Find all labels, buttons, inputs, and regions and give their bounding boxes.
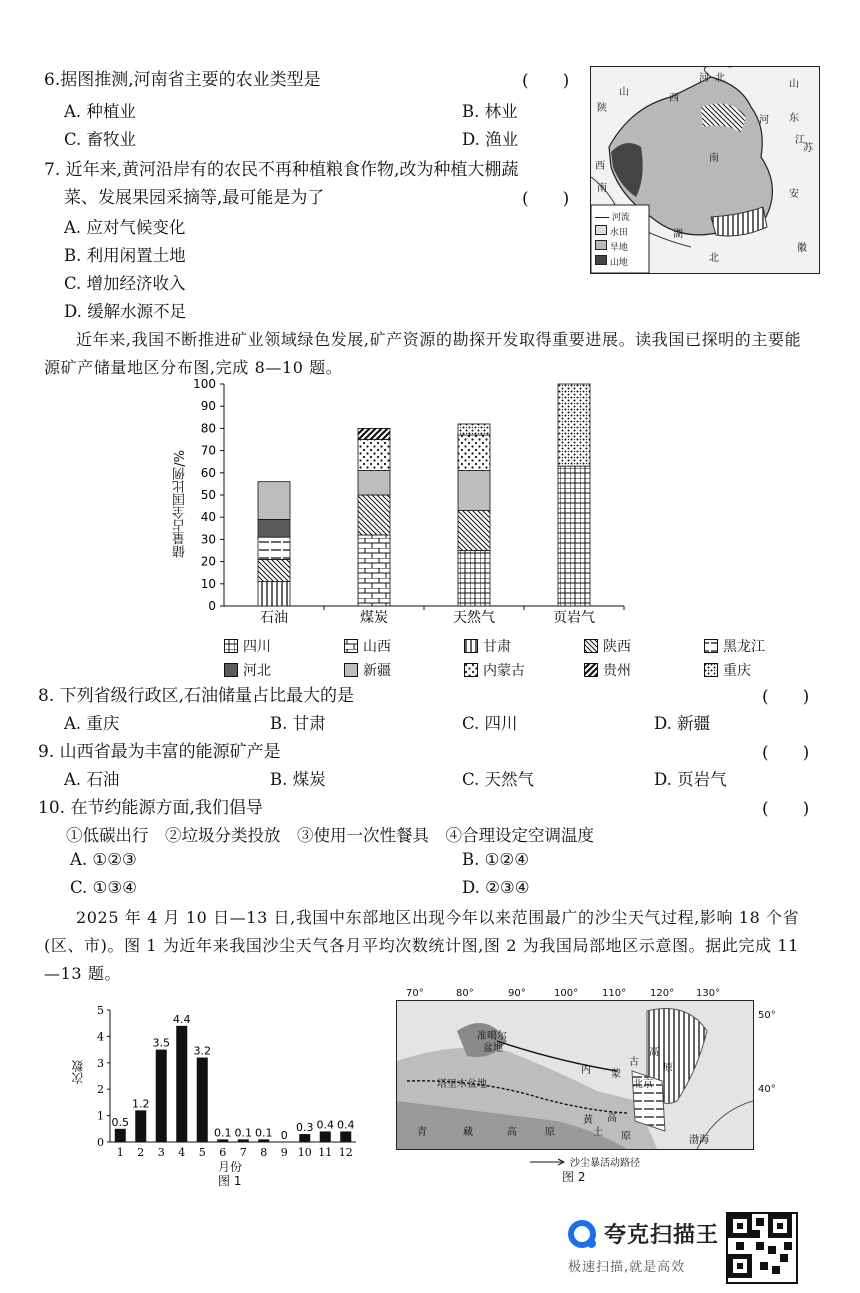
q9-option-c: C. 天然气 bbox=[462, 770, 535, 789]
place-yuan-2: 原 bbox=[545, 1127, 555, 1138]
legend-label: 重庆 bbox=[723, 663, 751, 679]
legend-swatch bbox=[464, 663, 478, 677]
legend-item-四川 bbox=[224, 636, 312, 656]
place-gao-2: 高 bbox=[507, 1127, 517, 1138]
quark-scanner-watermark bbox=[568, 1218, 719, 1249]
place-yuan-1: 原 bbox=[663, 1063, 673, 1074]
map-label-xi-2: 西 bbox=[595, 161, 605, 172]
legend-item-甘肃 bbox=[464, 636, 552, 656]
q6-stem: 6.据图推测,河南省主要的农业类型是 bbox=[44, 70, 321, 90]
bar-segment-煤炭-内蒙古 bbox=[358, 440, 390, 471]
fig1-x-tick-label: 3 bbox=[157, 1146, 165, 1159]
bar-segment-石油-甘肃 bbox=[258, 582, 290, 606]
bar-segment-煤炭-山西 bbox=[358, 535, 390, 606]
fig2-legend bbox=[530, 1154, 640, 1169]
fig1-bar-month-1 bbox=[115, 1129, 126, 1142]
map-label-bei-2: 北 bbox=[709, 253, 719, 264]
q8-option-d: D. 新疆 bbox=[654, 714, 711, 733]
x-category-label: 页岩气 bbox=[553, 610, 595, 626]
legend-item-山西 bbox=[344, 636, 432, 656]
brand-name: 夸克扫描王 bbox=[604, 1223, 720, 1248]
q7-option-a: A. 应对气候变化 bbox=[64, 218, 186, 237]
map-label-shan-1: 山 bbox=[789, 79, 799, 90]
q7-option-c: C. 增加经济收入 bbox=[64, 274, 186, 293]
fig2-caption: 图 2 bbox=[562, 1170, 586, 1184]
lat-50: 50° bbox=[758, 1010, 776, 1021]
stacked-chart-legend bbox=[224, 636, 792, 680]
q6-option-d: D. 渔业 bbox=[462, 130, 519, 149]
place-tarim: 塔里木盆地 bbox=[437, 1079, 487, 1090]
q8-option-c: C. 四川 bbox=[462, 714, 518, 733]
place-zang: 藏 bbox=[463, 1127, 473, 1138]
q6-option-a: A. 种植业 bbox=[64, 102, 136, 121]
legend-label: 甘肃 bbox=[483, 639, 511, 655]
bar-segment-页岩气-四川 bbox=[558, 466, 590, 606]
fig1-bar-month-3 bbox=[156, 1050, 167, 1142]
q10-option-a: A. ①②③ bbox=[70, 850, 137, 869]
energy-reserve-chart bbox=[173, 378, 765, 682]
monthly-bar-chart-svg bbox=[70, 994, 370, 1164]
fig1-y-tick-label: 0 bbox=[97, 1136, 104, 1149]
arrow-icon bbox=[530, 1158, 566, 1166]
fig1-x-tick-label: 7 bbox=[239, 1146, 247, 1159]
map-label-jiang: 江 bbox=[795, 135, 805, 146]
fig1-bar-month-11 bbox=[320, 1131, 331, 1142]
intro-paragraph-energy: 近年来,我国不断推进矿业领域绿色发展,矿产资源的勘探开发取得重要进展。读我国已探明的主要能源矿产储量地区分布图,完成 8—10 题。 bbox=[44, 330, 802, 377]
fig1-caption: 图 1 bbox=[218, 1174, 242, 1188]
lon-90: 90° bbox=[508, 988, 526, 999]
fig1-x-tick-label: 2 bbox=[137, 1146, 145, 1159]
x-category-label: 煤炭 bbox=[360, 610, 388, 626]
q8-option-a: A. 重庆 bbox=[64, 714, 120, 733]
q6-option-c: C. 畜牧业 bbox=[64, 130, 137, 149]
lon-130: 130° bbox=[696, 988, 721, 999]
legend-swatch bbox=[584, 663, 598, 677]
fig1-value-label: 1.2 bbox=[132, 1097, 150, 1111]
legend-label: 黑龙江 bbox=[723, 639, 765, 655]
legend-item-贵州 bbox=[584, 660, 672, 680]
legend-item-黑龙江 bbox=[704, 636, 792, 656]
y-tick-label: 90 bbox=[200, 399, 216, 414]
place-gao-1: 高 bbox=[649, 1047, 659, 1058]
legend-item-重庆 bbox=[704, 660, 792, 680]
bar-segment-天然气-重庆 bbox=[458, 424, 490, 435]
q7-option-d: D. 缓解水源不足 bbox=[64, 302, 187, 321]
lon-70: 70° bbox=[406, 988, 424, 999]
x-category-label: 天然气 bbox=[453, 610, 495, 626]
place-bohai: 渤海 bbox=[689, 1135, 709, 1146]
q9-option-d: D. 页岩气 bbox=[654, 770, 727, 789]
fig1-value-label: 0.1 bbox=[255, 1126, 273, 1140]
fig1-x-tick-label: 10 bbox=[297, 1146, 312, 1159]
legend-swatch bbox=[224, 663, 238, 677]
q6-option-b: B. 林业 bbox=[462, 102, 518, 121]
q9-option-a: A. 石油 bbox=[64, 770, 120, 789]
lat-40: 40° bbox=[758, 1084, 776, 1095]
henan-map-legend bbox=[595, 211, 630, 270]
fig1-value-label: 0.5 bbox=[111, 1115, 129, 1129]
map-label-he-2: 河 bbox=[759, 115, 769, 126]
bar-segment-煤炭-陕西 bbox=[358, 495, 390, 535]
fig1-y-tick-label: 4 bbox=[97, 1030, 104, 1044]
fig1-bar-month-2 bbox=[135, 1110, 146, 1142]
y-tick-label: 50 bbox=[200, 488, 216, 502]
q9-option-b: B. 煤炭 bbox=[270, 770, 326, 789]
legend-label: 新疆 bbox=[363, 663, 391, 679]
fig1-bar-month-6 bbox=[217, 1139, 228, 1142]
place-nei: 内 bbox=[581, 1065, 591, 1076]
henan-agriculture-map bbox=[590, 66, 820, 274]
place-junggar-2: 盆地 bbox=[483, 1043, 503, 1054]
map-label-shan-2: 山 bbox=[619, 87, 629, 98]
qr-code-pattern bbox=[728, 1214, 792, 1278]
legend-item-内蒙古 bbox=[464, 660, 552, 680]
fig1-x-tick-label: 6 bbox=[219, 1146, 227, 1159]
legend-swatch bbox=[464, 639, 478, 653]
fig1-y-axis-label: 次数 bbox=[71, 1060, 85, 1084]
place-beijing: 北京 bbox=[633, 1079, 653, 1090]
legend-mountain: 山地 bbox=[609, 258, 628, 268]
fig1-bar-month-7 bbox=[238, 1139, 249, 1142]
bar-segment-石油-河北 bbox=[258, 519, 290, 537]
bar-segment-天然气-新疆 bbox=[458, 471, 490, 511]
brand-slogan: 极速扫描,就是高效 bbox=[568, 1260, 686, 1275]
fig1-x-tick-label: 12 bbox=[338, 1146, 353, 1159]
fig1-value-label: 3.2 bbox=[193, 1044, 211, 1058]
fig1-value-label: 0.3 bbox=[296, 1121, 314, 1135]
fig1-y-tick-label: 1 bbox=[97, 1109, 104, 1123]
place-huang: 黄 bbox=[583, 1115, 593, 1126]
legend-swatch bbox=[224, 639, 238, 653]
fig2-legend-label: 沙尘暴活动路径 bbox=[570, 1158, 640, 1169]
q10-option-c: C. ①③④ bbox=[70, 878, 137, 897]
fig1-x-tick-label: 9 bbox=[280, 1146, 288, 1159]
fig1-x-axis-label: 月份 bbox=[218, 1160, 243, 1174]
q9-answer-paren: ( ) bbox=[762, 743, 810, 763]
y-tick-label: 40 bbox=[200, 510, 216, 525]
q10-option-d: D. ②③④ bbox=[462, 878, 530, 897]
fig2-map-area bbox=[396, 1000, 754, 1150]
fig1-y-tick-label: 5 bbox=[97, 1004, 104, 1017]
y-tick-label: 100 bbox=[193, 378, 216, 391]
map-label-an: 安 bbox=[789, 189, 799, 200]
fig1-y-tick-label: 3 bbox=[97, 1056, 104, 1070]
fig1-value-label: 3.5 bbox=[152, 1036, 170, 1050]
q7-stem-line1: 7. 近年来,黄河沿岸有的农民不再种植粮食作物,改为种植大棚蔬 bbox=[44, 160, 519, 180]
legend-river: 河流 bbox=[611, 213, 630, 223]
bar-segment-煤炭-贵州 bbox=[358, 428, 390, 439]
x-category-label: 石油 bbox=[260, 610, 288, 626]
place-yuan-3: 原 bbox=[621, 1131, 631, 1142]
q8-option-b: B. 甘肃 bbox=[270, 714, 326, 733]
place-qing: 青 bbox=[417, 1127, 427, 1138]
fig1-bar-month-12 bbox=[340, 1131, 351, 1142]
q7-stem-line2: 菜、发展果园采摘等,最可能是为了 bbox=[64, 188, 325, 208]
y-tick-label: 60 bbox=[200, 465, 216, 480]
bar-segment-煤炭-新疆 bbox=[358, 471, 390, 495]
q7-option-b: B. 利用闲置土地 bbox=[64, 246, 186, 265]
fig1-x-tick-label: 5 bbox=[198, 1146, 206, 1159]
bar-segment-石油-陕西 bbox=[258, 559, 290, 581]
legend-label: 陕西 bbox=[603, 639, 631, 655]
stacked-bar-chart-svg bbox=[180, 378, 680, 628]
y-tick-label: 30 bbox=[200, 532, 216, 547]
quark-logo-icon bbox=[568, 1220, 596, 1248]
fig1-bar-month-8 bbox=[258, 1139, 269, 1142]
chart-y-axis-label: 储量占全国比例/% bbox=[173, 450, 188, 558]
map-label-hu: 湖 bbox=[673, 229, 683, 240]
q10-stem: 10. 在节约能源方面,我们倡导 bbox=[38, 798, 263, 818]
fig1-value-label: 0.4 bbox=[316, 1118, 334, 1132]
legend-item-陕西 bbox=[584, 636, 672, 656]
legend-item-新疆 bbox=[344, 660, 432, 680]
fig1-x-tick-label: 1 bbox=[116, 1146, 124, 1159]
y-tick-label: 80 bbox=[200, 421, 216, 436]
legend-swatch bbox=[344, 663, 358, 677]
place-junggar-1: 准噶尔 bbox=[477, 1031, 507, 1042]
map-label-xi-1: 西 bbox=[669, 93, 679, 104]
q10-answer-paren: ( ) bbox=[762, 799, 810, 819]
fig1-value-label: 0.1 bbox=[234, 1126, 252, 1140]
q10-option-b: B. ①②④ bbox=[462, 850, 529, 869]
y-tick-label: 20 bbox=[200, 554, 216, 569]
map-label-nan-2: 南 bbox=[597, 183, 607, 194]
fig1-value-label: 0.1 bbox=[214, 1126, 232, 1140]
legend-label: 山西 bbox=[363, 639, 391, 655]
fig1-bar-month-10 bbox=[299, 1134, 310, 1142]
bar-segment-石油-新疆 bbox=[258, 482, 290, 520]
q9-stem: 9. 山西省最为丰富的能源矿产是 bbox=[38, 742, 281, 762]
legend-dryland: 旱地 bbox=[609, 243, 628, 253]
fig1-value-label: 4.4 bbox=[173, 1012, 191, 1026]
dust-monthly-chart bbox=[70, 994, 370, 1188]
qr-code-icon bbox=[726, 1212, 798, 1284]
bar-segment-石油-黑龙江 bbox=[258, 537, 290, 559]
y-tick-label: 70 bbox=[200, 443, 216, 458]
map-label-bei-1: 北 bbox=[715, 73, 725, 84]
map-label-hui: 徽 bbox=[797, 243, 807, 254]
q8-stem: 8. 下列省级行政区,石油储量占比最大的是 bbox=[38, 686, 355, 706]
legend-label: 河北 bbox=[243, 663, 271, 679]
legend-label: 四川 bbox=[243, 639, 271, 655]
legend-swatch bbox=[584, 639, 598, 653]
fig1-y-tick-label: 2 bbox=[97, 1083, 104, 1097]
place-tu: 土 bbox=[593, 1127, 603, 1138]
map-label-su: 苏 bbox=[803, 143, 813, 154]
intro-paragraph-dust: 2025 年 4 月 10 日—13 日,我国中东部地区出现今年以来范围最广的沙尘天气过程,影响 18 个省(区、市)。图 1 为近年来我国沙尘天气各月平均次数统计图,图 2 为我国局部地区示意图。据此完成 11—13 题。 bbox=[44, 908, 800, 983]
place-meng: 蒙 bbox=[611, 1069, 621, 1080]
fig1-value-label: 0.4 bbox=[337, 1118, 355, 1132]
legend-item-河北 bbox=[224, 660, 312, 680]
y-tick-label: 0 bbox=[208, 599, 216, 613]
q10-statements: ①低碳出行 ②垃圾分类投放 ③使用一次性餐具 ④合理设定空调温度 bbox=[66, 826, 594, 845]
q8-answer-paren: ( ) bbox=[762, 687, 810, 707]
legend-swatch bbox=[344, 639, 358, 653]
legend-label: 贵州 bbox=[603, 663, 631, 679]
lon-80: 80° bbox=[456, 988, 474, 999]
fig1-bar-month-5 bbox=[197, 1058, 208, 1142]
legend-label: 内蒙古 bbox=[483, 663, 525, 679]
legend-swatch bbox=[704, 663, 718, 677]
map-label-shaan: 陕 bbox=[597, 103, 607, 114]
lon-120: 120° bbox=[650, 988, 675, 999]
map-label-nan-1: 南 bbox=[709, 153, 719, 164]
bar-segment-页岩气-重庆 bbox=[558, 384, 590, 466]
fig1-value-label: 0 bbox=[280, 1129, 288, 1142]
fig1-x-tick-label: 11 bbox=[318, 1146, 333, 1159]
place-gao-3: 高 bbox=[607, 1113, 617, 1124]
y-tick-label: 10 bbox=[200, 576, 216, 591]
place-gu: 古 bbox=[629, 1057, 639, 1068]
q6-answer-paren: ( ) bbox=[522, 71, 570, 91]
lon-110: 110° bbox=[602, 988, 627, 999]
legend-swatch bbox=[704, 639, 718, 653]
fig1-bar-month-4 bbox=[176, 1026, 187, 1142]
map-label-dong: 东 bbox=[789, 113, 799, 124]
bar-segment-天然气-内蒙古 bbox=[458, 435, 490, 471]
bar-segment-天然气-四川 bbox=[458, 551, 490, 607]
lon-100: 100° bbox=[554, 988, 579, 999]
map-label-he-1: 河 bbox=[699, 73, 709, 84]
dust-path-map-figure bbox=[396, 988, 776, 1186]
bar-segment-天然气-陕西 bbox=[458, 511, 490, 551]
q7-answer-paren: ( ) bbox=[522, 189, 570, 209]
legend-paddy: 水田 bbox=[609, 228, 628, 238]
fig1-x-tick-label: 8 bbox=[260, 1146, 268, 1159]
fig1-x-tick-label: 4 bbox=[178, 1146, 186, 1159]
